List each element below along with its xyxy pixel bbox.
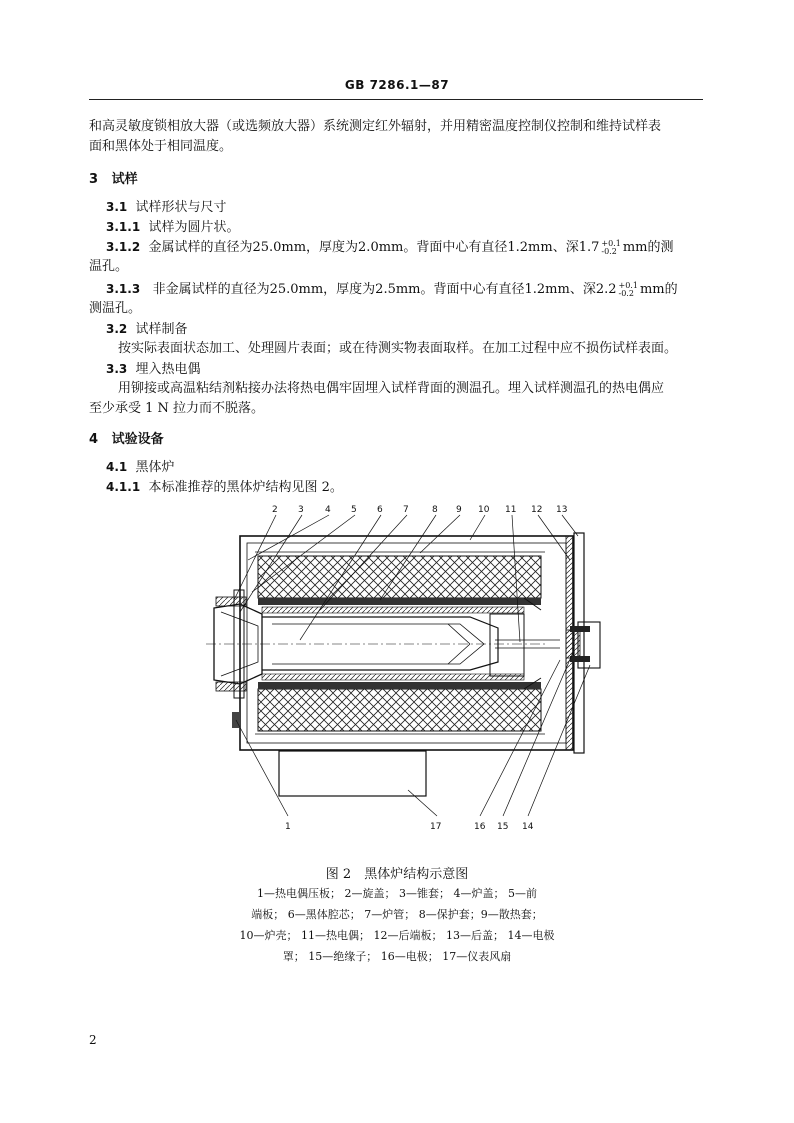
clause-3-1 xyxy=(106,197,227,218)
clause-3-3-line-1: 用铆接或高温粘结剂粘接办法将热电偶牢固埋入试样背面的测温孔。埋入试样测温孔的热电偶应 xyxy=(118,381,665,396)
clause-number: 3.3 xyxy=(106,362,128,376)
electrode xyxy=(570,626,590,632)
label-7: 7 xyxy=(403,505,409,515)
figure-title: 图 2 黑体炉结构示意图 xyxy=(325,867,469,882)
label-6: 6 xyxy=(377,505,383,515)
label-16: 16 xyxy=(474,822,486,832)
screw-cap-upper xyxy=(216,597,246,606)
clause-title: 试样形状与尺寸 xyxy=(135,200,227,215)
label-1: 1 xyxy=(285,822,291,832)
figure-legend-line-2: 端板； 6—黑体腔芯； 7—炉管； 8—保护套；9—散热套； xyxy=(251,908,543,921)
furnace-tube-upper xyxy=(262,607,524,613)
tolerance-plus: +0.1 xyxy=(601,238,621,248)
clause-4-1 xyxy=(106,457,175,478)
section-3-heading xyxy=(89,170,138,190)
clause-text: 非金属试样的直径为25.0mm，厚度为2.5mm。背面中心有直径1.2mm、深2.2 xyxy=(152,282,617,297)
clause-3-1-2-cont: 温孔。 xyxy=(89,259,129,274)
tolerance-plus: +0.1 xyxy=(618,280,638,290)
intro-line-2: 面和黑体处于相同温度。 xyxy=(89,139,233,154)
clause-text: 本标准推荐的黑体炉结构见图 2。 xyxy=(148,480,343,495)
label-5: 5 xyxy=(351,505,357,515)
label-15: 15 xyxy=(497,822,509,832)
figure-legend-line-4: 罩； 15—绝缘子； 16—电极； 17—仪表风扇 xyxy=(282,950,512,963)
header-rule xyxy=(89,99,703,100)
clause-3-1-3-cont: 测温孔。 xyxy=(89,301,142,316)
figure-legend-line-3: 10—炉壳； 11—热电偶； 12—后端板； 13—后盖； 14—电极 xyxy=(239,929,555,942)
clause-number: 3.1.2 xyxy=(106,240,141,254)
bottom-part-labels xyxy=(285,822,534,832)
clause-number: 3.1 xyxy=(106,200,128,214)
clause-3-1-3 xyxy=(106,279,678,300)
page-number: 2 xyxy=(89,1033,97,1047)
section-4-heading xyxy=(89,430,164,450)
section-title: 试样 xyxy=(111,172,138,187)
label-12: 12 xyxy=(531,505,543,515)
clause-number: 3.1.3 xyxy=(106,282,141,296)
clause-title: 埋入热电偶 xyxy=(135,362,201,377)
label-11: 11 xyxy=(505,505,517,515)
insulation-upper xyxy=(258,556,541,598)
section-number: 4 xyxy=(89,432,99,447)
clause-number: 4.1 xyxy=(106,460,128,474)
label-10: 10 xyxy=(478,505,490,515)
figure-legend-line-1: 1—热电偶压板； 2—旋盖； 3—锥套； 4—炉盖； 5—前 xyxy=(257,887,537,900)
clause-3-2 xyxy=(106,319,188,340)
screw-cap-lower xyxy=(216,682,246,691)
clause-text-end: mm的 xyxy=(639,282,678,297)
tolerance xyxy=(619,282,638,298)
clause-3-3-line-2: 至少承受 1 N 拉力而不脱落。 xyxy=(89,401,265,416)
label-13: 13 xyxy=(556,505,568,515)
clause-3-1-2 xyxy=(106,237,673,258)
clause-title: 试样制备 xyxy=(135,322,188,337)
clause-text: 金属试样的直径为25.0mm，厚度为2.0mm。背面中心有直径1.2mm、深1.7 xyxy=(148,240,600,255)
tolerance-minus: -0.2 xyxy=(618,288,634,298)
label-14: 14 xyxy=(522,822,534,832)
clause-title: 黑体炉 xyxy=(135,460,175,475)
section-title: 试验设备 xyxy=(111,432,164,447)
instrument-fan xyxy=(279,751,426,796)
label-2: 2 xyxy=(272,505,278,515)
page-header: GB 7286.1—87 xyxy=(344,78,450,92)
protection-sleeve-upper xyxy=(258,598,541,605)
clause-number: 3.2 xyxy=(106,322,128,336)
clause-3-1-1 xyxy=(106,217,239,238)
insulator xyxy=(566,630,580,658)
blackbody-furnace-diagram xyxy=(200,498,610,838)
clause-4-1-1 xyxy=(106,477,343,498)
clause-text: 试样为圆片状。 xyxy=(148,220,240,235)
section-number: 3 xyxy=(89,172,99,187)
clause-3-3 xyxy=(106,359,201,380)
insulation-lower xyxy=(258,689,541,731)
label-4: 4 xyxy=(325,505,331,515)
label-3: 3 xyxy=(298,505,304,515)
clause-3-2-text: 按实际表面状态加工、处理圆片表面；或在待测实物表面取样。在加工过程中应不损伤试样表面。 xyxy=(118,341,678,356)
label-9: 9 xyxy=(456,505,462,515)
tolerance xyxy=(601,240,620,256)
protection-sleeve-lower xyxy=(258,682,541,689)
top-part-labels xyxy=(272,505,567,515)
intro-line-1: 和高灵敏度锁相放大器（或选频放大器）系统测定红外辐射，并用精密温度控制仪控制和维持试样表 xyxy=(89,119,662,134)
label-8: 8 xyxy=(432,505,438,515)
clause-number: 4.1.1 xyxy=(106,480,141,494)
clause-text-end: mm的测 xyxy=(622,240,674,255)
clause-number: 3.1.1 xyxy=(106,220,141,234)
label-17: 17 xyxy=(430,822,442,832)
furnace-tube-lower xyxy=(262,674,524,680)
tolerance-minus: -0.2 xyxy=(601,246,617,256)
